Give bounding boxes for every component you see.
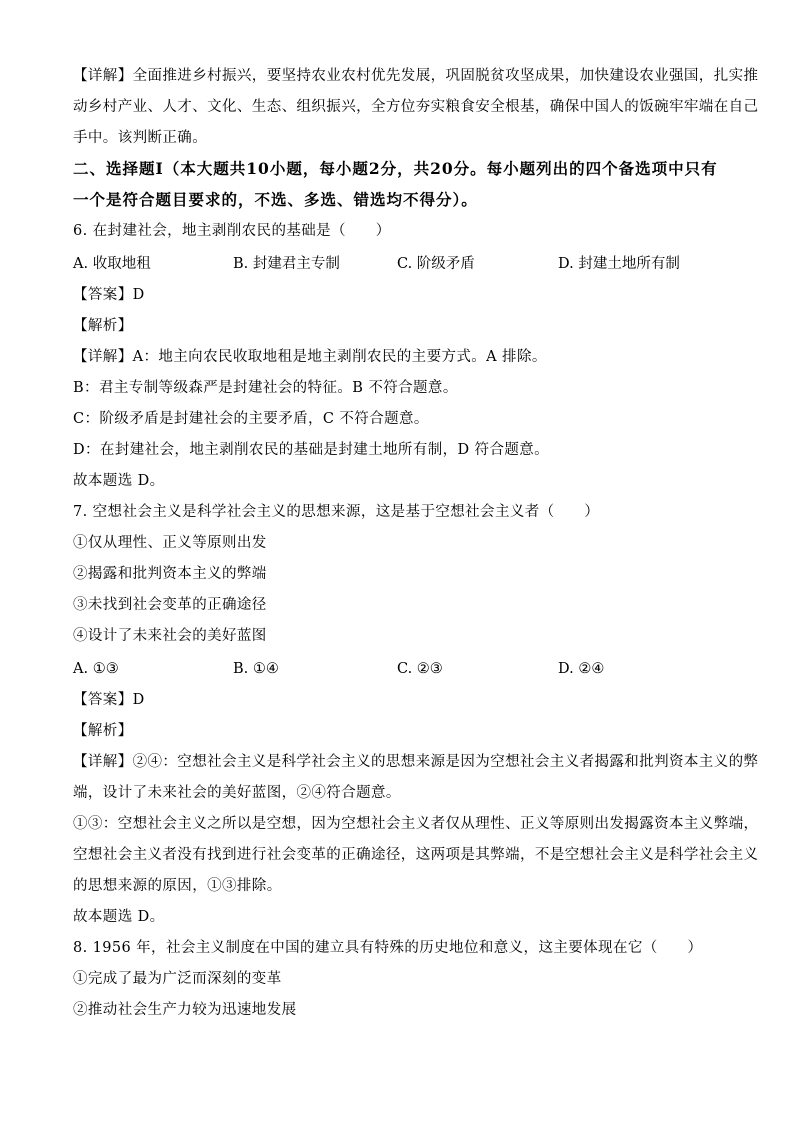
q7-option-b: B. ①④ [233,661,279,677]
q7-option-d: D. ②④ [558,661,605,677]
q7-item-4: ④设计了未来社会的美好蓝图 [73,628,267,644]
q6-explain-line-1: 【详解】A：地主向农民收取地租是地主剥削农民的主要方式。A 排除。 [73,349,547,365]
q7-stem: 7. 空想社会主义是科学社会主义的思想来源，这是基于空想社会主义者（ ） [73,504,600,520]
section-heading-line-2: 一个是符合题目要求的，不选、多选、错选均不得分）。 [73,190,478,209]
intro-explain-line-3: 手中。该判断正确。 [73,130,208,146]
q7-item-3: ③未找到社会变革的正确途径 [73,597,267,613]
q7-explain-line-6: 故本题选 D。 [73,909,165,925]
q7-item-1: ①仅从理性、正义等原则出发 [73,535,267,551]
q7-option-c: C. ②③ [397,661,443,677]
q6-option-a: A. 收取地租 [73,256,151,272]
section-heading-line-1: 二、选择题Ⅰ（本大题共10小题，每小题2分，共20分。每小题列出的四个备选项中只有 [73,159,718,178]
q7-item-2: ②揭露和批判资本主义的弊端 [73,566,267,582]
q7-analysis-label: 【解析】 [73,723,133,739]
q6-stem: 6. 在封建社会，地主剥削农民的基础是（ ） [73,223,391,239]
q6-option-d: D. 封建土地所有制 [558,256,680,272]
q6-explain-line-2: B：君主专制等级森严是封建社会的特征。B 不符合题意。 [73,380,458,396]
q7-option-a: A. ①③ [73,661,119,677]
q7-explain-line-4: 空想社会主义者没有找到进行社会变革的正确途径，这两项是其弊端，不是空想社会主义是科学社会主义 [73,847,759,863]
q7-answer: 【答案】D [73,692,145,708]
q6-option-b: B. 封建君主专制 [233,256,340,272]
q6-option-c: C. 阶级矛盾 [397,256,475,272]
q6-explain-line-3: C：阶级矛盾是封建社会的主要矛盾，C 不符合题意。 [73,411,429,427]
q7-explain-line-5: 的思想来源的原因，①③排除。 [73,878,282,894]
q7-explain-line-1: 【详解】②④：空想社会主义是科学社会主义的思想来源是因为空想社会主义者揭露和批判资本主义的弊 [73,754,759,770]
q6-answer: 【答案】D [73,287,145,303]
intro-explain-line-2: 动乡村产业、人才、文化、生态、组织振兴，全方位夯实粮食安全根基，确保中国人的饭碗牢牢端在自己 [73,99,759,115]
q7-explain-line-2: 端，设计了未来社会的美好蓝图，②④符合题意。 [73,785,401,801]
q8-item-2: ②推动社会生产力较为迅速地发展 [73,1002,297,1018]
q6-explain-line-4: D：在封建社会，地主剥削农民的基础是封建土地所有制，D 符合题意。 [73,442,550,458]
intro-explain-line-1: 【详解】全面推进乡村振兴，要坚持农业农村优先发展，巩固脱贫攻坚成果，加快建设农业强国，扎实推 [73,68,759,84]
q8-item-1: ①完成了最为广泛而深刻的变革 [73,971,282,987]
q8-stem: 8. 1956 年，社会主义制度在中国的建立具有特殊的历史地位和意义，这主要体现在它（ ） [73,940,703,956]
q6-explain-line-5: 故本题选 D。 [73,473,165,489]
q7-explain-line-3: ①③：空想社会主义之所以是空想，因为空想社会主义者仅从理性、正义等原则出发揭露资本主义弊端， [73,816,759,832]
q6-analysis-label: 【解析】 [73,318,133,334]
